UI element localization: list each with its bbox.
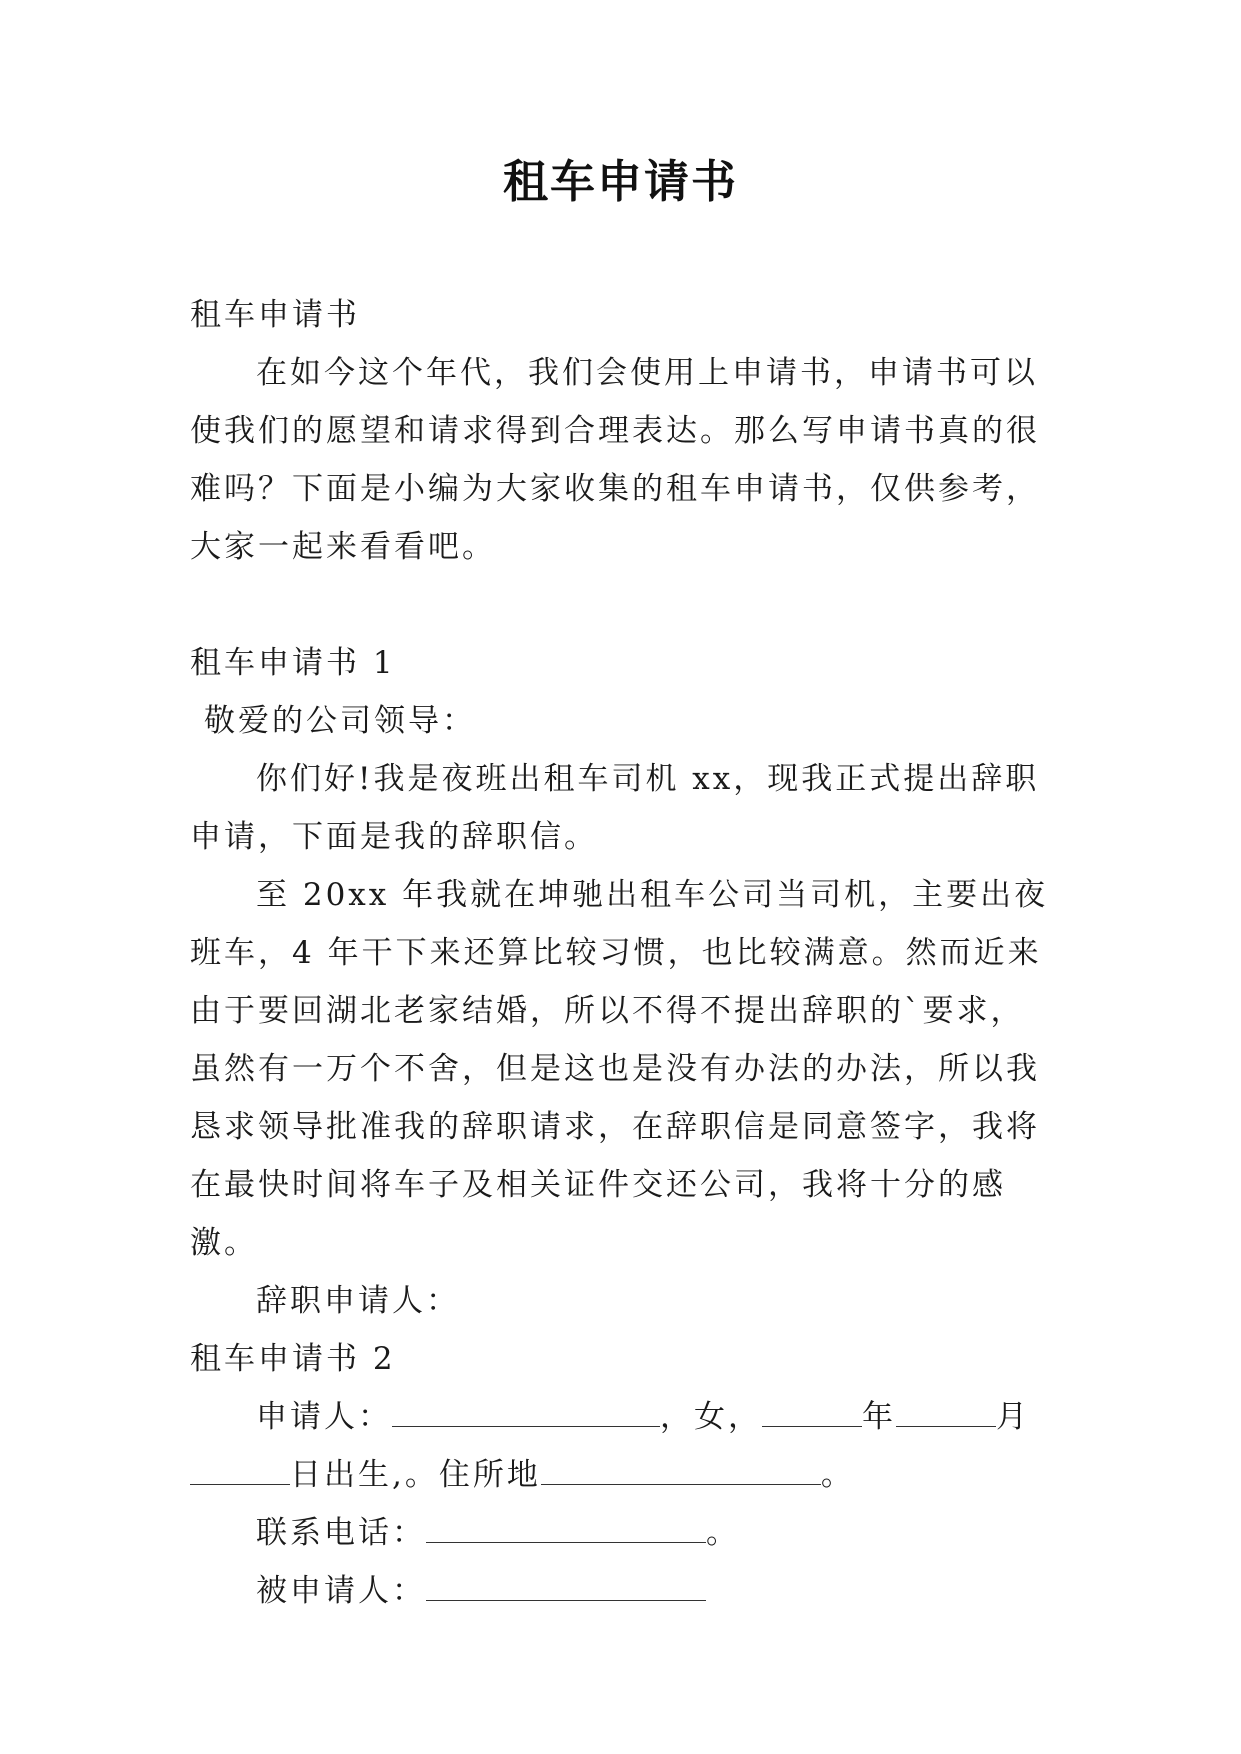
- birth-year-blank[interactable]: [762, 1392, 862, 1427]
- gender-text: ，女，: [660, 1399, 762, 1435]
- letter2-respondent-line: [190, 1562, 1050, 1620]
- address-blank[interactable]: [541, 1450, 821, 1485]
- document-title: 租车申请书: [502, 155, 738, 208]
- applicant-label: 申请人：: [256, 1399, 392, 1435]
- birth-month-blank[interactable]: [896, 1392, 996, 1427]
- letter1-paragraph-1: 你们好!我是夜班出租车司机 xx，现我正式提出辞职申请，下面是我的辞职信。: [190, 761, 1040, 855]
- letter1-salutation: 敬爱的公司领导：: [204, 703, 476, 739]
- letter1-heading: 租车申请书 1: [190, 645, 396, 681]
- phone-blank[interactable]: [426, 1508, 706, 1543]
- respondent-label: 被申请人：: [256, 1573, 426, 1609]
- letter2-phone-line: [190, 1504, 1050, 1562]
- birth-day-blank[interactable]: [190, 1450, 290, 1485]
- phone-period: 。: [706, 1515, 740, 1551]
- month-label: 月: [996, 1399, 1030, 1435]
- intro-paragraph: 在如今这个年代，我们会使用上申请书，申请书可以使我们的愿望和请求得到合理表达。那么写申请书真的很难吗？下面是小编为大家收集的租车申请书，仅供参考，大家一起来看看吧。: [190, 355, 1040, 565]
- letter2-applicant-line: [190, 1388, 1050, 1504]
- letter1-signature: 辞职申请人：: [256, 1283, 460, 1319]
- spacer: [190, 576, 1050, 634]
- letter1-paragraph-2: 至 20xx 年我就在坤驰出租车公司当司机，主要出夜班车，4 年干下来还算比较习惯，也比较满意。然而近来由于要回湖北老家结婚，所以不得不提出辞职的`要求，虽然有一万个不舍，但是这也是没有办法的办法，所以我恳求领导批准我的辞职请求，在辞职信是同意签字，我将在最快时间将车子及相关证件交还公司，我将十分的感激。: [190, 877, 1049, 1261]
- respondent-blank[interactable]: [426, 1566, 706, 1601]
- letter2-heading: 租车申请书 2: [190, 1341, 396, 1377]
- applicant-name-blank[interactable]: [392, 1392, 660, 1427]
- intro-heading: 租车申请书: [190, 297, 360, 333]
- year-label: 年: [862, 1399, 896, 1435]
- address-period: 。: [820, 1457, 855, 1493]
- document-body: [190, 286, 1050, 1620]
- birth-text: 日出生,。住所地: [290, 1457, 541, 1493]
- phone-label: 联系电话：: [256, 1515, 426, 1551]
